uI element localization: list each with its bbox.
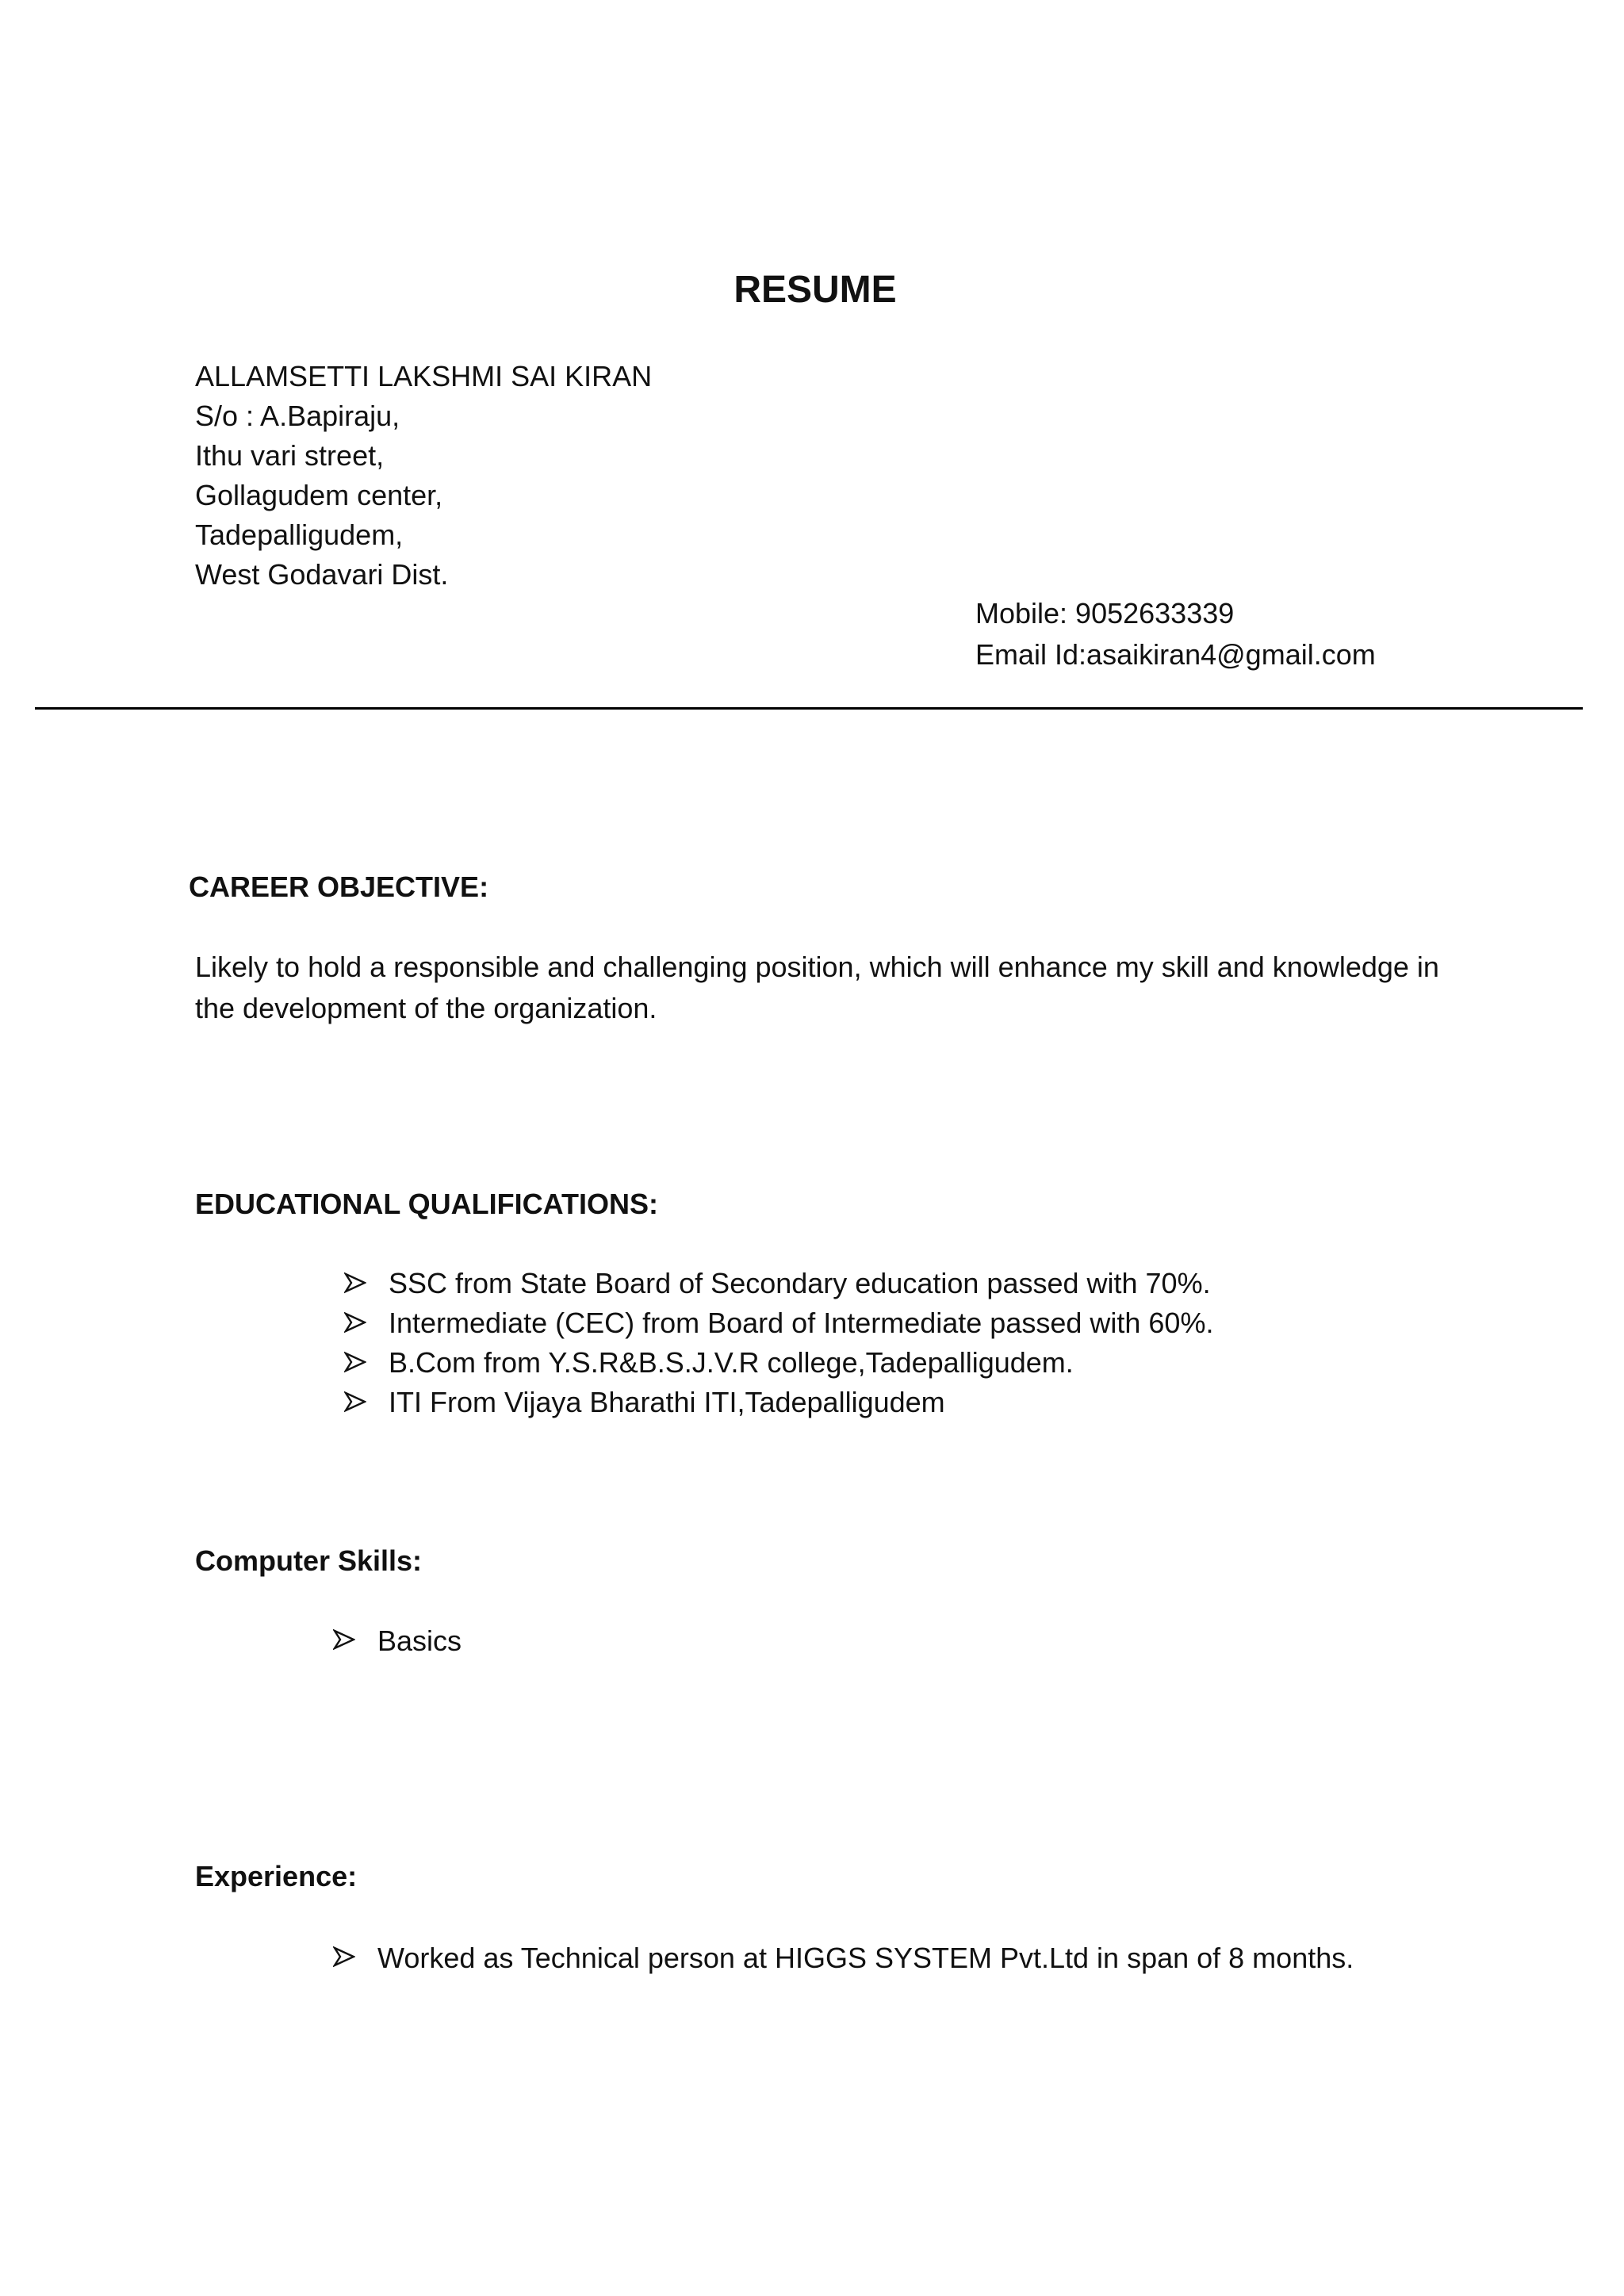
education-item: Intermediate (CEC) from Board of Intermediate passed with 60%. [389, 1307, 1214, 1339]
address-line: Ithu vari street, [195, 439, 385, 472]
education-list [389, 1264, 1213, 1422]
skill-item: Basics [377, 1624, 462, 1657]
address-line: West Godavari Dist. [195, 558, 449, 591]
experience-list [377, 1938, 1354, 1979]
list-item [389, 1343, 1213, 1383]
arrow-bullet-icon [344, 1391, 366, 1413]
education-heading: EDUCATIONAL QUALIFICATIONS: [195, 1188, 658, 1220]
computer-skills-heading: Computer Skills: [195, 1544, 423, 1577]
arrow-bullet-icon [333, 1946, 355, 1968]
arrow-bullet-icon [344, 1351, 366, 1373]
address-line: Tadepalligudem, [195, 519, 404, 551]
email-address: Email Id:asaikiran4@gmail.com [975, 638, 1376, 671]
list-item [389, 1303, 1213, 1343]
horizontal-divider [35, 707, 1583, 710]
address-block [195, 357, 652, 595]
list-item [389, 1383, 1213, 1422]
career-objective-heading: CAREER OBJECTIVE: [189, 871, 489, 903]
education-item: ITI From Vijaya Bharathi ITI,Tadepalligudem [389, 1386, 945, 1418]
address-line: S/o : A.Bapiraju, [195, 400, 400, 432]
list-item [377, 1621, 462, 1662]
list-item [377, 1938, 1354, 1979]
candidate-name: ALLAMSETTI LAKSHMI SAI KIRAN [195, 360, 653, 392]
computer-skills-list [377, 1621, 462, 1662]
career-objective-text: Likely to hold a responsible and challenging position, which will enhance my skill and knowledge in the development of the organization. [195, 951, 1439, 1024]
resume-title: RESUME [733, 269, 897, 311]
contact-block [975, 593, 1376, 675]
education-item: B.Com from Y.S.R&B.S.J.V.R college,Tadepalligudem. [389, 1346, 1074, 1379]
arrow-bullet-icon [333, 1628, 355, 1651]
experience-item: Worked as Technical person at HIGGS SYSTEM Pvt.Ltd in span of 8 months. [377, 1942, 1354, 1974]
list-item [389, 1264, 1213, 1303]
experience-heading: Experience: [195, 1860, 358, 1892]
education-item: SSC from State Board of Secondary education passed with 70%. [389, 1267, 1211, 1299]
arrow-bullet-icon [344, 1272, 366, 1294]
address-line: Gollagudem center, [195, 479, 443, 511]
arrow-bullet-icon [344, 1311, 366, 1334]
mobile-number: Mobile: 9052633339 [975, 597, 1235, 629]
